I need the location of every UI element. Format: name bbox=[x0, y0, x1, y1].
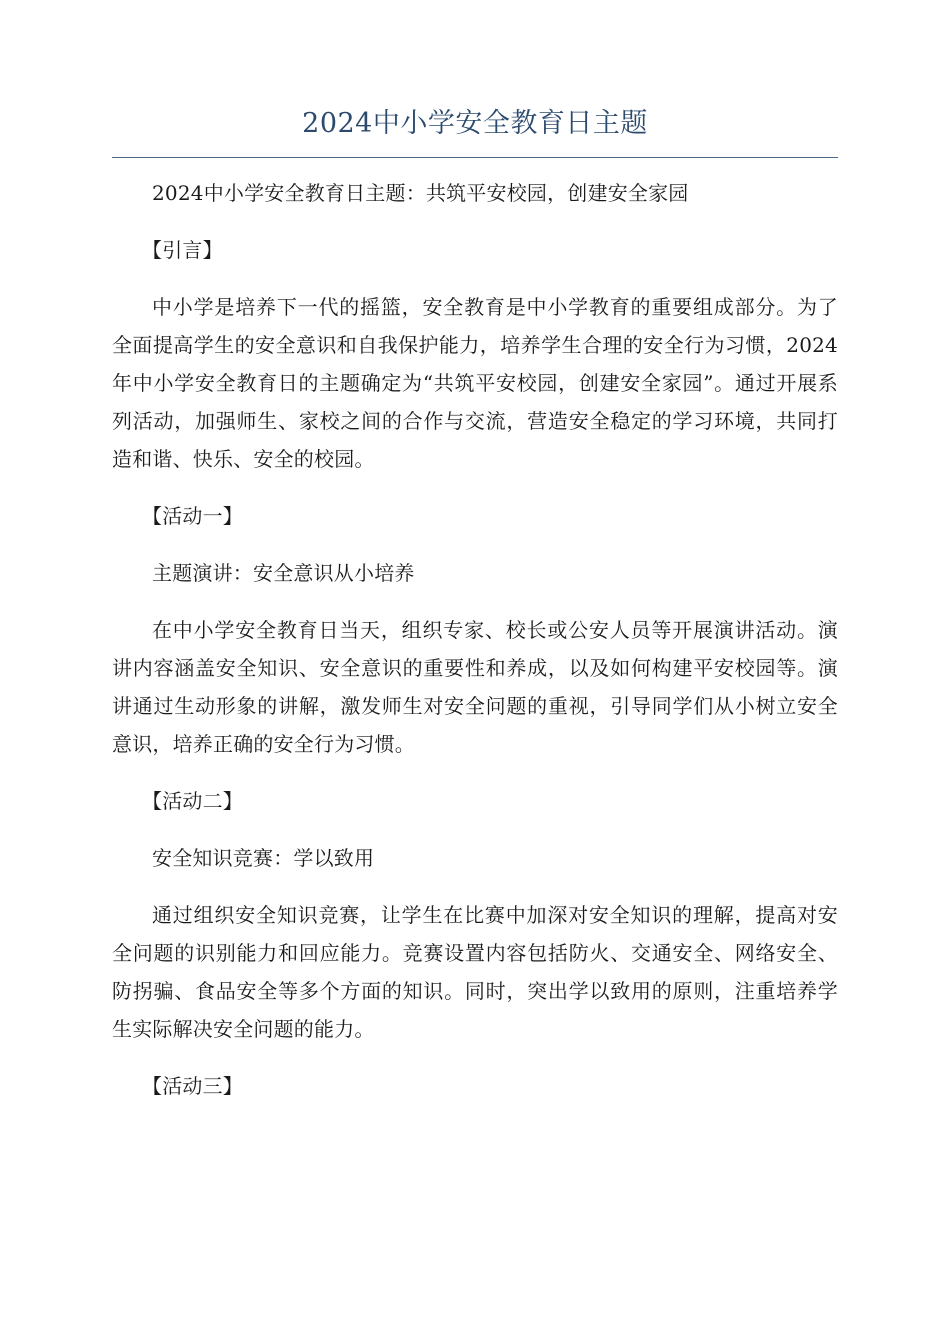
activity2-title: 安全知识竞赛：学以致用 bbox=[152, 846, 375, 870]
activity1-title: 主题演讲：安全意识从小培养 bbox=[152, 561, 415, 585]
intro-paragraph: 中小学是培养下一代的摇篮，安全教育是中小学教育的重要组成部分。为了全面提高学生的安全意识和自我保护能力，培养学生合理的安全行为习惯，2024年中小学安全教育日的主题确定为“共筑平安校园，创建安全家园”。通过开展系列活动，加强师生、家校之间的合作与交流，营造安全稳定的学习环境，共同打造和谐、快乐、安全的校园。 bbox=[112, 295, 838, 471]
intro-heading: 【引言】 bbox=[142, 238, 223, 262]
activity3-heading: 【活动三】 bbox=[142, 1074, 243, 1098]
activity2-paragraph: 通过组织安全知识竞赛，让学生在比赛中加深对安全知识的理解，提高对安全问题的识别能力和回应能力。竞赛设置内容包括防火、交通安全、网络安全、防拐骗、食品安全等多个方面的知识。同时，突出学以致用的原则，注重培养学生实际解决安全问题的能力。 bbox=[112, 903, 838, 1041]
activity1-heading: 【活动一】 bbox=[142, 504, 243, 528]
document-body bbox=[112, 174, 838, 1124]
activity1-paragraph: 在中小学安全教育日当天，组织专家、校长或公安人员等开展演讲活动。演讲内容涵盖安全知识、安全意识的重要性和养成，以及如何构建平安校园等。演讲通过生动形象的讲解，激发师生对安全问题的重视，引导同学们从小树立安全意识，培养正确的安全行为习惯。 bbox=[112, 618, 838, 756]
activity2-heading: 【活动二】 bbox=[142, 789, 243, 813]
document-title: 2024中小学安全教育日主题 bbox=[302, 108, 648, 139]
document-subtitle: 2024中小学安全教育日主题：共筑平安校园，创建安全家园 bbox=[152, 181, 689, 205]
title-divider bbox=[112, 157, 838, 158]
